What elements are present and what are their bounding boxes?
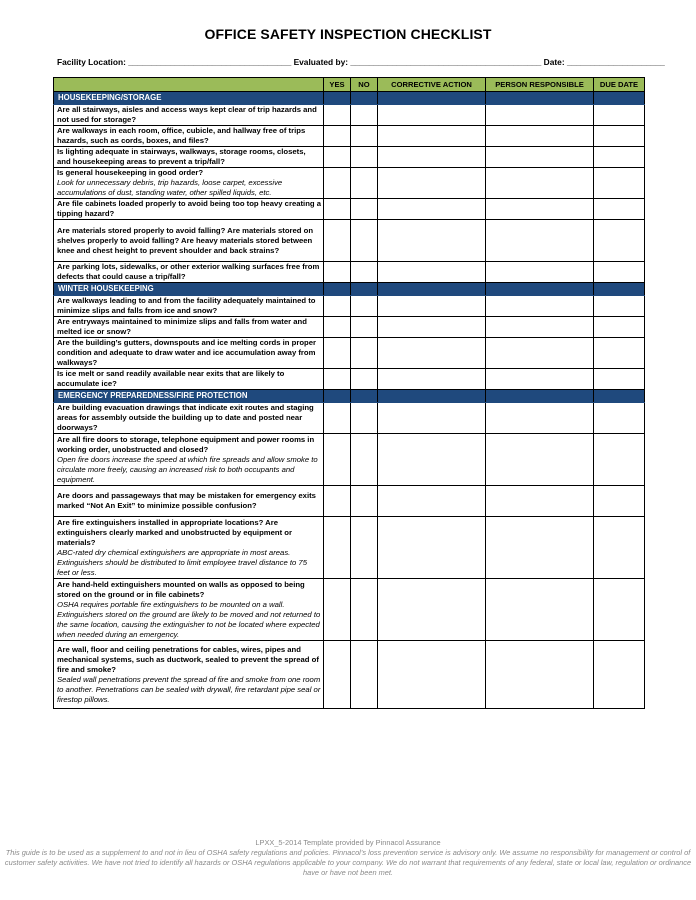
due-date-cell[interactable] [594,641,645,709]
checklist-row [54,262,645,283]
checklist-row [54,105,645,126]
date-label: Date: [543,57,565,67]
question-text: Are file cabinets loaded properly to avoid being too top heavy creating a tipping hazard? [57,199,321,218]
checklist-question [54,403,324,434]
person-responsible-cell[interactable] [486,434,594,486]
section-header-row [54,92,645,105]
footer-template-line: LPXX_5-2014 Template provided by Pinnacol Assurance [255,838,441,847]
checklist-row [54,296,645,317]
checklist-question [54,105,324,126]
checklist-row [54,486,645,517]
due-date-cell[interactable] [594,199,645,220]
checklist-row [54,434,645,486]
question-text: Are all stairways, aisles and access ways kept clear of trip hazards and not used for storage? [57,105,317,124]
checklist-question [54,486,324,517]
corrective-action-cell[interactable] [378,105,486,126]
question-text: Are entryways maintained to minimize slips and falls from water and melted ice or snow? [57,317,307,336]
checklist-table [53,77,645,709]
checklist-question [54,168,324,199]
corrective-action-cell[interactable] [378,517,486,579]
corrective-action-cell[interactable] [378,434,486,486]
section-title: EMERGENCY PREPAREDNESS/FIRE PROTECTION [54,390,324,403]
question-text: Are building evacuation drawings that indicate exit routes and staging areas for assembly outside the building up to date and posted near doorways? [57,403,314,432]
question-text: Are walkways leading to and from the facility adequately maintained to minimize slips and falls from ice and snow? [57,296,316,315]
question-text: Is general housekeeping in good order? [57,168,204,177]
no-cell[interactable] [351,147,378,168]
person-responsible-cell[interactable] [486,147,594,168]
no-cell[interactable] [351,579,378,641]
yes-column-header: YES [324,78,351,92]
yes-cell[interactable] [324,579,351,641]
corrective-action-cell[interactable] [378,262,486,283]
yes-cell[interactable] [324,486,351,517]
yes-cell[interactable] [324,369,351,390]
due-date-cell[interactable] [594,126,645,147]
question-column-header [54,78,324,92]
question-text: Is ice melt or sand readily available near exits that are likely to accumulate ice? [57,369,285,388]
corrective-action-cell[interactable] [378,220,486,262]
question-text: Are hand-held extinguishers mounted on walls as opposed to being stored on the ground or in file cabinets? [57,579,305,599]
section-header-cell [486,92,594,105]
due-date-cell[interactable] [594,517,645,579]
no-column-header: NO [351,78,378,92]
yes-cell[interactable] [324,105,351,126]
facility-location-field[interactable]: ___________________________________ [128,57,292,67]
person-responsible-column-header: PERSON RESPONSIBLE [486,78,594,92]
due-date-cell[interactable] [594,317,645,338]
corrective-action-cell[interactable] [378,338,486,369]
checklist-question [54,434,324,486]
section-header-cell [486,390,594,403]
checklist-question [54,517,324,579]
no-cell[interactable] [351,317,378,338]
checklist-body [54,92,645,709]
question-text: Are all fire doors to storage, telephone equipment and power rooms in working order, unobstructed and closed? [57,434,315,454]
checklist-row [54,517,645,579]
question-text: Are materials stored properly to avoid falling? Are materials stored on shelves properly to avoid falling? Are heavy materials stored between knee and chest height to prevent shoulder and back strains? [57,225,314,255]
corrective-action-cell[interactable] [378,199,486,220]
section-header-cell [351,390,378,403]
checklist-question [54,338,324,369]
yes-cell[interactable] [324,317,351,338]
section-header-cell [594,92,645,105]
header-row [54,78,645,92]
question-note: ABC-rated dry chemical extinguishers are appropriate in most areas. Extinguishers should be distributed to limit employee travel distance to 75 feet or less. [57,547,307,577]
person-responsible-cell[interactable] [486,641,594,709]
corrective-action-cell[interactable] [378,168,486,199]
yes-cell[interactable] [324,262,351,283]
no-cell[interactable] [351,403,378,434]
question-text: Are fire extinguishers installed in appropriate locations? Are extinguishers clearly marked and unobstructed by equipment or materials? [57,517,292,547]
no-cell[interactable] [351,220,378,262]
due-date-cell[interactable] [594,486,645,517]
no-cell[interactable] [351,338,378,369]
no-cell[interactable] [351,262,378,283]
date-field[interactable]: _____________________ [566,57,665,67]
checklist-row [54,199,645,220]
person-responsible-cell[interactable] [486,105,594,126]
checklist-row [54,147,645,168]
footer-disclaimer: This guide is to be used as a supplement to and not in lieu of OSHA safety regulations and policies. Pinnacol’s loss prevention service is advisory only. We assume no responsibility for management or control of customer safety activities. We have not tried to identify all hazards or OSHA regulations applicable to your company. We do not warrant that requirements of any federal, state or local law, regulation or ordinance have or have not been met. [4,848,692,877]
no-cell[interactable] [351,517,378,579]
section-header-cell [486,283,594,296]
yes-cell[interactable] [324,296,351,317]
person-responsible-cell[interactable] [486,199,594,220]
no-cell[interactable] [351,126,378,147]
yes-cell[interactable] [324,199,351,220]
person-responsible-cell[interactable] [486,317,594,338]
yes-cell[interactable] [324,126,351,147]
corrective-action-cell[interactable] [378,369,486,390]
no-cell[interactable] [351,486,378,517]
section-header-cell [351,283,378,296]
due-date-cell[interactable] [594,168,645,199]
yes-cell[interactable] [324,641,351,709]
checklist-row [54,403,645,434]
yes-cell[interactable] [324,434,351,486]
checklist-question [54,126,324,147]
person-responsible-cell[interactable] [486,517,594,579]
checklist-question [54,317,324,338]
corrective-action-cell[interactable] [378,486,486,517]
due-date-cell[interactable] [594,369,645,390]
header-fields [57,57,665,67]
checklist-row [54,126,645,147]
question-note: Look for unnecessary debris, trip hazards, loose carpet, excessive accumulations of dust, standing water, other spilled liquids, etc. [57,178,283,197]
due-date-cell[interactable] [594,147,645,168]
yes-cell[interactable] [324,403,351,434]
yes-cell[interactable] [324,147,351,168]
section-header-row [54,283,645,296]
question-text: Are doors and passageways that may be mistaken for emergency exits marked “Not An Exit” to minimize possible confusion? [57,491,316,510]
corrective-action-cell[interactable] [378,641,486,709]
no-cell[interactable] [351,641,378,709]
checklist-question [54,369,324,390]
person-responsible-cell[interactable] [486,338,594,369]
person-responsible-cell[interactable] [486,403,594,434]
yes-cell[interactable] [324,168,351,199]
corrective-action-cell[interactable] [378,296,486,317]
checklist-row [54,220,645,262]
section-header-cell [351,92,378,105]
checklist-row [54,338,645,369]
section-header-cell [378,92,486,105]
question-text: Are parking lots, sidewalks, or other exterior walking surfaces free from defects that could cause a trip/fall? [57,262,320,281]
no-cell[interactable] [351,296,378,317]
due-date-cell[interactable] [594,220,645,262]
person-responsible-cell[interactable] [486,168,594,199]
corrective-action-cell[interactable] [378,403,486,434]
question-text: Are wall, floor and ceiling penetrations for cables, wires, pipes and mechanical systems, such as ductwork, sealed to prevent the spread of fire and smoke? [57,644,319,674]
corrective-action-cell[interactable] [378,579,486,641]
yes-cell[interactable] [324,517,351,579]
no-cell[interactable] [351,168,378,199]
section-header-row [54,390,645,403]
due-date-cell[interactable] [594,403,645,434]
section-header-cell [594,390,645,403]
checklist-question [54,147,324,168]
section-title: WINTER HOUSEKEEPING [54,283,324,296]
checklist-row [54,641,645,709]
no-cell[interactable] [351,369,378,390]
due-date-column-header: DUE DATE [594,78,645,92]
person-responsible-cell[interactable] [486,369,594,390]
section-header-cell [324,283,351,296]
person-responsible-cell[interactable] [486,579,594,641]
checklist-question [54,199,324,220]
section-header-cell [378,283,486,296]
corrective-action-cell[interactable] [378,126,486,147]
checklist-row [54,317,645,338]
section-header-cell [324,92,351,105]
checklist-row [54,168,645,199]
no-cell[interactable] [351,434,378,486]
due-date-cell[interactable] [594,296,645,317]
due-date-cell[interactable] [594,579,645,641]
checklist-question [54,296,324,317]
footer [0,838,696,878]
section-header-cell [378,390,486,403]
page-title: OFFICE SAFETY INSPECTION CHECKLIST [204,26,492,42]
no-cell[interactable] [351,199,378,220]
corrective-action-cell[interactable] [378,317,486,338]
corrective-action-cell[interactable] [378,147,486,168]
section-title: HOUSEKEEPING/STORAGE [54,92,324,105]
question-note: Sealed wall penetrations prevent the spread of fire and smoke from one room to another. Penetrations can be sealed with drywall, fire retardant pipe seal or firestop pillows. [57,674,321,704]
question-text: Are the building’s gutters, downspouts and ice melting cords in proper condition and adequate to draw water and ice accumulation away from walkways? [57,338,316,367]
person-responsible-cell[interactable] [486,126,594,147]
person-responsible-cell[interactable] [486,220,594,262]
corrective-action-column-header: CORRECTIVE ACTION [378,78,486,92]
no-cell[interactable] [351,105,378,126]
question-text: Is lighting adequate in stairways, walkways, storage rooms, closets, and housekeeping areas to prevent a trip/fall? [57,147,306,166]
due-date-cell[interactable] [594,262,645,283]
section-header-cell [594,283,645,296]
yes-cell[interactable] [324,338,351,369]
section-header-cell [324,390,351,403]
due-date-cell[interactable] [594,338,645,369]
checklist-question [54,641,324,709]
checklist-question [54,220,324,262]
due-date-cell[interactable] [594,105,645,126]
person-responsible-cell[interactable] [486,296,594,317]
evaluated-by-field[interactable]: _________________________________________ [350,57,542,67]
question-text: Are walkways in each room, office, cubicle, and hallway free of trips hazards, such as cords, boxes, and files? [57,126,306,145]
checklist-row [54,579,645,641]
question-note: OSHA requires portable fire extinguishers to be mounted on a wall. Extinguishers stored on the ground are likely to be moved and not returned to the same location, causing the extinguisher to not be located where expected when needed during an emergency. [57,599,321,639]
checklist-question [54,262,324,283]
facility-location-label: Facility Location: [57,57,126,67]
person-responsible-cell[interactable] [486,262,594,283]
question-note: Open fire doors increase the speed at which fire spreads and allow smoke to circulate more freely, causing an increased risk to both occupants and equipment. [57,454,318,484]
checklist-row [54,369,645,390]
yes-cell[interactable] [324,220,351,262]
due-date-cell[interactable] [594,434,645,486]
person-responsible-cell[interactable] [486,486,594,517]
checklist-question [54,579,324,641]
evaluated-by-label: Evaluated by: [293,57,349,67]
